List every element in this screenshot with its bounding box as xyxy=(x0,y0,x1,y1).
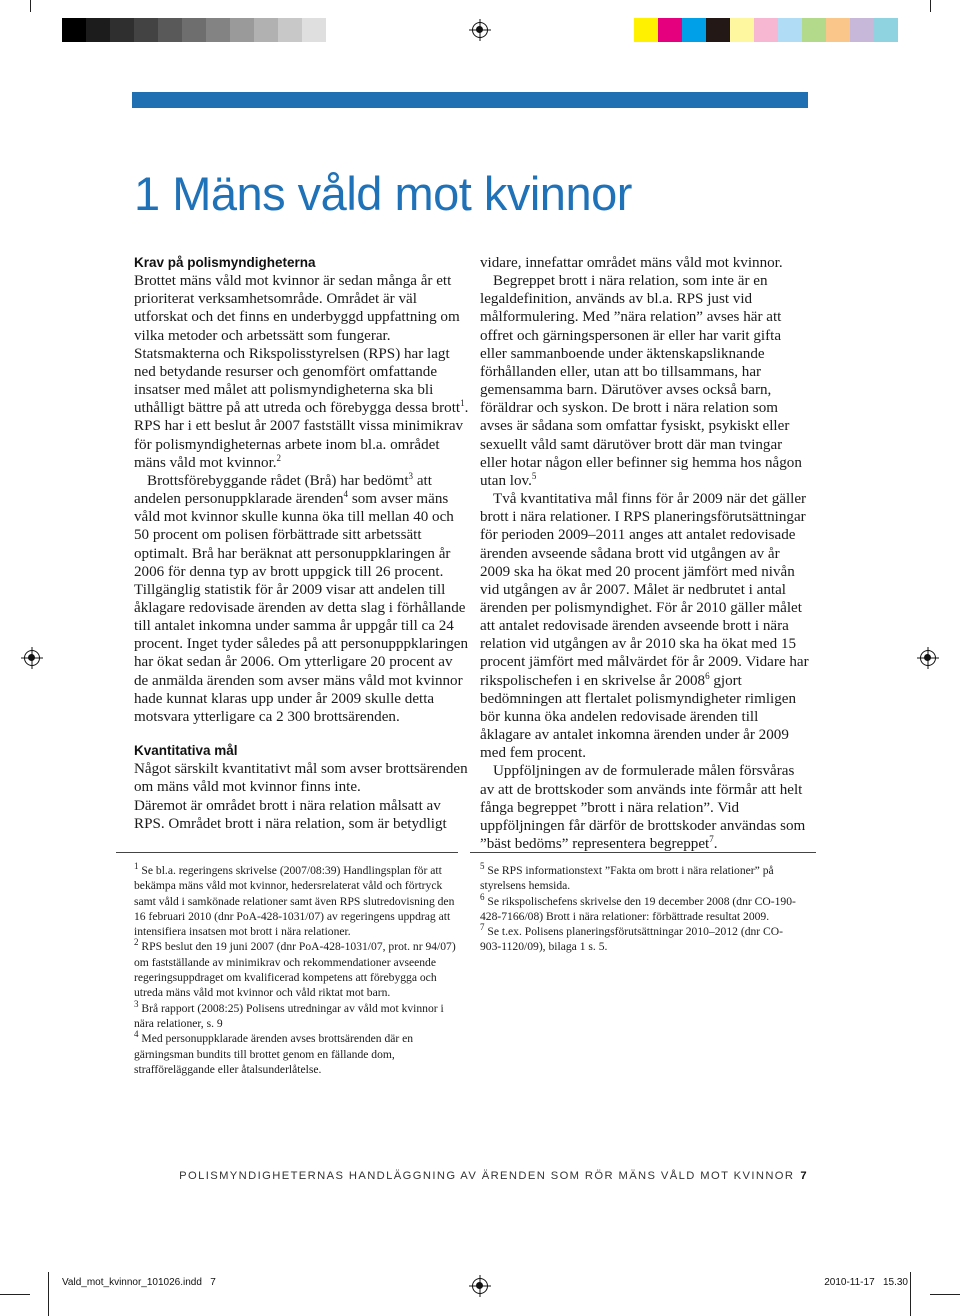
gray-swatch-1 xyxy=(62,18,86,42)
process-swatch-6 xyxy=(754,18,778,42)
paragraph-right-2: Begreppet brott i nära relation, som inte är en legaldefinition, används av bl.a. RPS just vid målformulering. Med ”nära relation” avses här att offret och gärningspersonen är eller har varit gifta eller sammanboende under äktenskapsliknande förhållanden eller, utan att bo tillsammans, har gemensamma barn. Därutöver avses också barn, föräldrar och syskon. De brott i nära relation som avses är sådana som omfattar fysiskt, psykiskt eller sexuellt våld samt därutöver brott där man tvingar eller hotar någon eller befinner sig hemma hos någon utan lov.$^5$ xyxy=(480,273,802,489)
crop-mark-bottom-left xyxy=(48,1272,49,1316)
grayscale-color-bar xyxy=(62,18,326,42)
paragraph-right-1: vidare, innefattar området mäns våld mot kvinnor. xyxy=(480,255,783,271)
chapter-title: 1 Mäns våld mot kvinnor xyxy=(134,167,632,220)
process-swatch-1 xyxy=(634,18,658,42)
section-heading-kvantitativa: Kvantitativa mål xyxy=(134,743,238,759)
gray-swatch-2 xyxy=(86,18,110,42)
footnote-6: $^6$ Se rikspolischefens skrivelse den 19 december 2008 (dnr CO-190-428-7166/08) Brott i nära relationer: förbättrade resultat 2009. xyxy=(480,891,796,923)
gray-swatch-3 xyxy=(110,18,134,42)
footnote-ref-4[interactable]: 4 xyxy=(343,489,349,499)
running-footer-title: POLISMYNDIGHETERNAS HANDLÄGGNING AV ÄRENDEN SOM RÖR MÄNS VÅLD MOT KVINNOR xyxy=(179,1170,795,1182)
process-swatch-8 xyxy=(802,18,826,42)
footnote-5: $^5$ Se RPS informationstext ”Fakta om brott i nära relationer” på styrelsens hemsida. xyxy=(480,861,774,893)
registration-mark-top-icon xyxy=(472,22,488,38)
paragraph-right-4: Uppföljningen av de formulerade målen försvåras av att de brottskoder som används inte förmår att helt fånga begreppet ”brott i nära relation”. Vid uppföljningen får därför de brottskoder användas som ”bäst bedöms” representera begreppet$^7$. xyxy=(480,763,806,852)
paragraph-kvantitativa-1: Något särskilt kvantitativt mål som avser brottsärenden om mäns våld mot kvinnor finns inte. xyxy=(134,761,468,796)
crop-mark-bottom-right-h xyxy=(930,1294,960,1295)
process-swatch-5 xyxy=(730,18,754,42)
footnote-3: $^3$ Brå rapport (2008:25) Polisens utredningar av våld mot kvinnor i nära relationer, s. 9 xyxy=(134,998,444,1030)
process-swatch-2 xyxy=(658,18,682,42)
gray-swatch-4 xyxy=(134,18,158,42)
paragraph-krav-1: Brottet mäns våld mot kvinnor är sedan många år ett prioriterat verksamhetsområde. Området är väl utforskat och det finns en underbyggd uppfattning om vilka metoder och arbetssätt som fungerar. Statsmakterna och Rikspolisstyrelsen (RPS) har lagt ned betydande resurser och genomfört omfattande insatser med målet att polismyndigheterna ska bli uthålligt bättre på att utreda och förebygga dessa brott$^1$. RPS har i ett beslut år 2007 fastställt vissa minimikrav för polismyndigheternas arbete inom bl.a. området mäns våld mot kvinnor.$^2$ xyxy=(134,273,469,471)
footnote-divider-left xyxy=(116,852,458,853)
footnote-1: $^1$ Se bl.a. regeringens skrivelse (2007/08:39) Handlingsplan för att bekämpa mäns våld mot kvinnor, hedersrelaterat våld och förtryck samt våld i samkönade relationer samt även RPS slutredovisning den 16 februari 2010 (dnr PoA-428-1031/07) av regeringens uppdrag att intensifiera insatsen mot brott i nära relationer. xyxy=(134,861,455,939)
paragraph-krav-2: Brottsförebyggande rådet (Brå) har bedömt$^3$ att andelen personuppklarade ärenden$^4$ som avser mäns våld mot kvinnor skulle kunna öka till mellan 40 och 50 procent om polisen förbättrade sitt arbetssätt optimalt. Brå har beräknat att personuppklaringen år 2006 för denna typ av brott uppgick till 26 procent. Tillgänglig statistik för år 2009 visar att andelen till åklagare redovisade ärenden av detta slag i förhållande till antalet inkomna under samma år uppgår till ca 24 procent. Inget tyder således på att personupppklaringen har ökat sedan år 2006. Om ytterligare 20 procent av de anmälda ärenden som avser mäns våld mot kvinnor hade kunnat klaras upp under år 2009 skulle detta motsvara ytterligare ca 2 300 brottsärenden. xyxy=(134,470,469,725)
paragraph-right-3: Två kvantitativa mål finns för år 2009 när det gäller brott i nära relationer. I RPS planeringsförutsättningar för perioden 2009–2011 anges att antalet redovisade ärenden avseende sådana brott vid utgången av år 2009 ska ha ökat med 20 procent jämfört med nivån vid utgången av år 2007. Målet är nedbrutet i antal ärenden per polismyndighet. För år 2010 gäller målet att antalet redovisade ärenden avseende brott i nära relation vid utgången av år 2010 ska ha ökat med 15 procent jämfört med målvärdet för år 2009. Vidare har rikspolischefen i en skrivelse år 2008$^6$ gjort bedömningen att flertalet polismyndigheter rimligen bör kunna öka andelen redovisade ärenden till åklagare av antalet inkomna ärenden under år 2009 med fem procent. xyxy=(480,491,809,762)
gray-swatch-6 xyxy=(182,18,206,42)
footnote-ref-6[interactable]: 6 xyxy=(705,670,710,681)
footnotes-right xyxy=(480,863,798,955)
footnote-divider-right xyxy=(470,852,816,853)
process-swatch-4 xyxy=(706,18,730,42)
footnote-7: $^7$ Se t.ex. Polisens planeringsförutsättningar 2010–2012 (dnr CO-903-1120/09), bilaga 1 s. 5. xyxy=(480,922,784,954)
crop-mark-top-left xyxy=(30,0,31,12)
paragraph-kvantitativa-2: Däremot är området brott i nära relation målsatt av RPS. Området brott i nära relation, som är betydligt xyxy=(134,797,447,832)
crop-mark-top-right xyxy=(930,0,931,12)
slug-timestamp: 2010-11-17 15.30 xyxy=(824,1277,908,1288)
gray-swatch-11 xyxy=(302,18,326,42)
footnote-4: $^4$ Med personuppklarade ärenden avses brottsärenden där en gärningsman bundits till brottet genom en fällande dom, strafföreläggande eller åtalsunderlåtelse. xyxy=(134,1029,414,1076)
process-color-bar xyxy=(634,18,898,42)
registration-mark-bottom-icon xyxy=(472,1278,488,1294)
gray-swatch-8 xyxy=(230,18,254,42)
process-swatch-7 xyxy=(778,18,802,42)
gray-swatch-7 xyxy=(206,18,230,42)
footnote-ref-5[interactable]: 5 xyxy=(531,470,537,481)
section-heading-krav: Krav på polismyndigheterna xyxy=(134,255,316,270)
process-swatch-10 xyxy=(850,18,874,42)
left-column xyxy=(134,254,470,833)
chapter-header-band xyxy=(132,92,808,108)
slug-filename: Vald_mot_kvinnor_101026.indd 7 xyxy=(62,1277,216,1288)
registration-mark-right-icon xyxy=(920,650,936,666)
footnote-ref-1[interactable]: 1 xyxy=(460,398,465,409)
crop-mark-bottom-right xyxy=(910,1272,911,1316)
process-swatch-11 xyxy=(874,18,898,42)
footnote-ref-2[interactable]: 2 xyxy=(276,452,282,463)
gray-swatch-9 xyxy=(254,18,278,42)
registration-mark-left-icon xyxy=(24,650,40,666)
footnote-ref-3[interactable]: 3 xyxy=(408,470,414,481)
footnote-ref-7[interactable]: 7 xyxy=(709,833,714,844)
process-swatch-9 xyxy=(826,18,850,42)
running-footer xyxy=(179,1170,808,1182)
gray-swatch-10 xyxy=(278,18,302,42)
footnote-2: $^2$ RPS beslut den 19 juni 2007 (dnr PoA-428-1031/07, prot. nr 94/07) om fastställande av minimikrav och rekommendationer avseende regeringsuppdraget om kvalificerad kompetens att förebygga och utreda mäns våld mot kvinnor och våld riktat mot barn. xyxy=(134,937,456,1000)
page-number: 7 xyxy=(800,1170,808,1182)
right-column xyxy=(480,254,810,853)
footnotes-left xyxy=(134,863,456,1077)
process-swatch-3 xyxy=(682,18,706,42)
crop-mark-bottom-left-h xyxy=(0,1294,30,1295)
gray-swatch-5 xyxy=(158,18,182,42)
